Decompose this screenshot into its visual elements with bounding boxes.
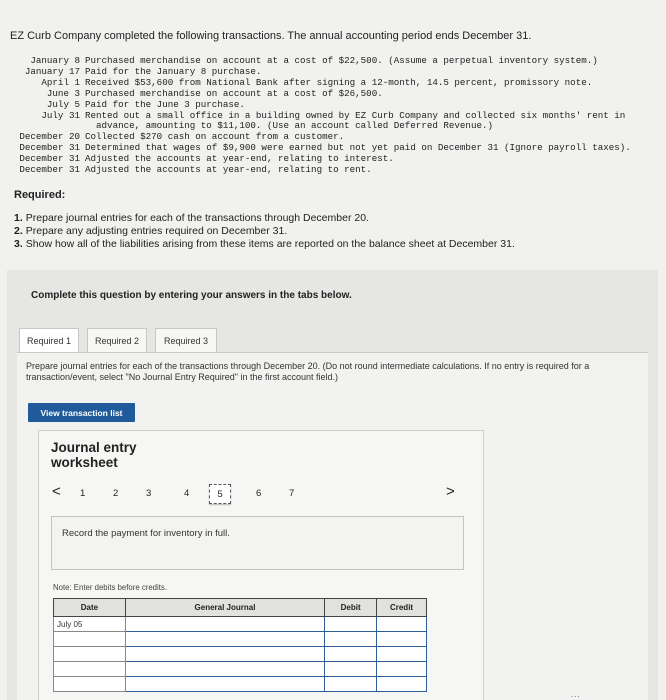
debit-input[interactable] <box>325 662 377 677</box>
transaction-description: Purchased merchandise on account at a cost of $22,500. (Assume a perpetual inventory system.) <box>85 55 598 66</box>
transaction-description: Determined that wages of $9,900 were earned but not yet paid on December 31 (Ignore payroll taxes). <box>85 142 631 154</box>
debit-input[interactable] <box>325 677 377 692</box>
col-credit-header: Credit <box>377 599 427 617</box>
question-panel <box>7 270 658 700</box>
debit-input[interactable] <box>325 632 377 647</box>
account-input[interactable] <box>125 677 324 692</box>
transaction-date: July 5 <box>46 98 80 110</box>
credit-input[interactable] <box>377 617 427 632</box>
view-transaction-list-button[interactable]: View transaction list <box>28 403 135 422</box>
prev-page-icon[interactable]: < <box>52 483 61 500</box>
required-item-number: 3. <box>14 238 23 250</box>
transaction-row <box>10 165 631 176</box>
col-journal-header: General Journal <box>125 599 324 617</box>
debit-input[interactable] <box>325 647 377 662</box>
account-input[interactable] <box>125 617 324 632</box>
journal-table <box>53 598 427 692</box>
date-cell <box>54 662 126 677</box>
page-5-active[interactable]: 5 <box>209 484 231 504</box>
transaction-description: Rented out a small office in a building owned by EZ Curb Company and collected six months' rent in advance, amounting to $11,100. (Use an account called Deferred Revenue.) <box>85 109 626 132</box>
date-cell <box>54 677 126 692</box>
debit-credit-note: Note: Enter debits before credits. <box>53 583 167 592</box>
required-item <box>14 225 515 238</box>
panel-title: Complete this question by entering your answers in the tabs below. <box>31 290 352 301</box>
journal-worksheet <box>38 430 484 700</box>
table-row <box>54 662 427 677</box>
required-item-text: Prepare any adjusting entries required on December 31. <box>25 225 288 237</box>
required-item-number: 1. <box>14 212 23 224</box>
instruction-text: Prepare journal entries for each of the transactions through December 20. (Do not round intermediate calculations. If no entry is required for a transaction/event, select "No Journal Entry Required" in the first account field.) <box>26 361 590 382</box>
transaction-description: Adjusted the accounts at year-end, relating to interest. <box>85 153 394 165</box>
transaction-date: April 1 <box>41 76 80 88</box>
table-row <box>54 632 427 647</box>
transaction-date: January 8 <box>30 55 80 66</box>
worksheet-title: Journal entry worksheet <box>51 440 137 470</box>
transaction-description: Paid for the June 3 purchase. <box>85 98 245 110</box>
account-input[interactable] <box>125 632 324 647</box>
account-input[interactable] <box>125 647 324 662</box>
tab-required-2[interactable]: Required 2 <box>87 328 147 352</box>
table-row <box>54 677 427 692</box>
col-date-header: Date <box>54 599 126 617</box>
intro-text: EZ Curb Company completed the following transactions. The annual accounting period ends December 31. <box>10 30 532 42</box>
table-row <box>54 647 427 662</box>
required-item <box>14 238 515 251</box>
required-item <box>14 212 515 225</box>
tab-content <box>17 352 648 700</box>
page-1[interactable]: 1 <box>80 488 86 499</box>
page-2[interactable]: 2 <box>113 488 119 499</box>
transaction-description: Adjusted the accounts at year-end, relating to rent. <box>85 164 372 176</box>
required-item-number: 2. <box>14 225 23 237</box>
transaction-list <box>10 56 631 176</box>
next-page-icon[interactable]: > <box>446 483 455 500</box>
required-item-text: Prepare journal entries for each of the transactions through December 20. <box>25 212 369 224</box>
credit-input[interactable] <box>377 632 427 647</box>
credit-input[interactable] <box>377 647 427 662</box>
date-cell: July 05 <box>54 617 126 632</box>
table-row <box>54 617 427 632</box>
transaction-row <box>10 111 631 133</box>
next-button-dots[interactable]: ... <box>571 690 581 699</box>
account-input[interactable] <box>125 662 324 677</box>
required-item-text: Show how all of the liabilities arising from these items are reported on the balance sheet at December 31. <box>25 238 515 250</box>
record-instruction-box <box>51 516 464 570</box>
date-cell <box>54 632 126 647</box>
transaction-description: Received $53,600 from National Bank after signing a 12-month, 14.5 percent, promissory note. <box>85 76 593 88</box>
tab-required-3[interactable]: Required 3 <box>155 328 217 352</box>
required-list <box>14 212 515 251</box>
tab-required-1[interactable]: Required 1 <box>19 328 79 352</box>
transaction-description: Collected $270 cash on account from a customer. <box>85 131 345 143</box>
debit-input[interactable] <box>325 617 377 632</box>
page-6[interactable]: 6 <box>256 488 262 499</box>
transaction-date: July 31 <box>41 109 80 121</box>
transaction-date: December 31 <box>19 164 80 176</box>
transaction-date: December 31 <box>19 153 80 165</box>
transaction-description: Paid for the January 8 purchase. <box>85 65 262 77</box>
transaction-description: Purchased merchandise on account at a cost of $26,500. <box>85 87 383 99</box>
page-3[interactable]: 3 <box>146 488 152 499</box>
record-instruction-text: Record the payment for inventory in full. <box>62 528 230 539</box>
required-heading: Required: <box>14 189 66 201</box>
transaction-row <box>10 100 631 111</box>
transaction-date: January 17 <box>24 65 80 77</box>
col-debit-header: Debit <box>325 599 377 617</box>
transaction-date: December 31 <box>19 142 80 154</box>
page-7[interactable]: 7 <box>289 488 295 499</box>
credit-input[interactable] <box>377 677 427 692</box>
date-cell <box>54 647 126 662</box>
worksheet-pager <box>39 484 485 510</box>
transaction-date: December 20 <box>19 131 80 143</box>
transaction-date: June 3 <box>46 87 80 99</box>
credit-input[interactable] <box>377 662 427 677</box>
transaction-row <box>10 89 631 100</box>
page-4[interactable]: 4 <box>184 488 190 499</box>
